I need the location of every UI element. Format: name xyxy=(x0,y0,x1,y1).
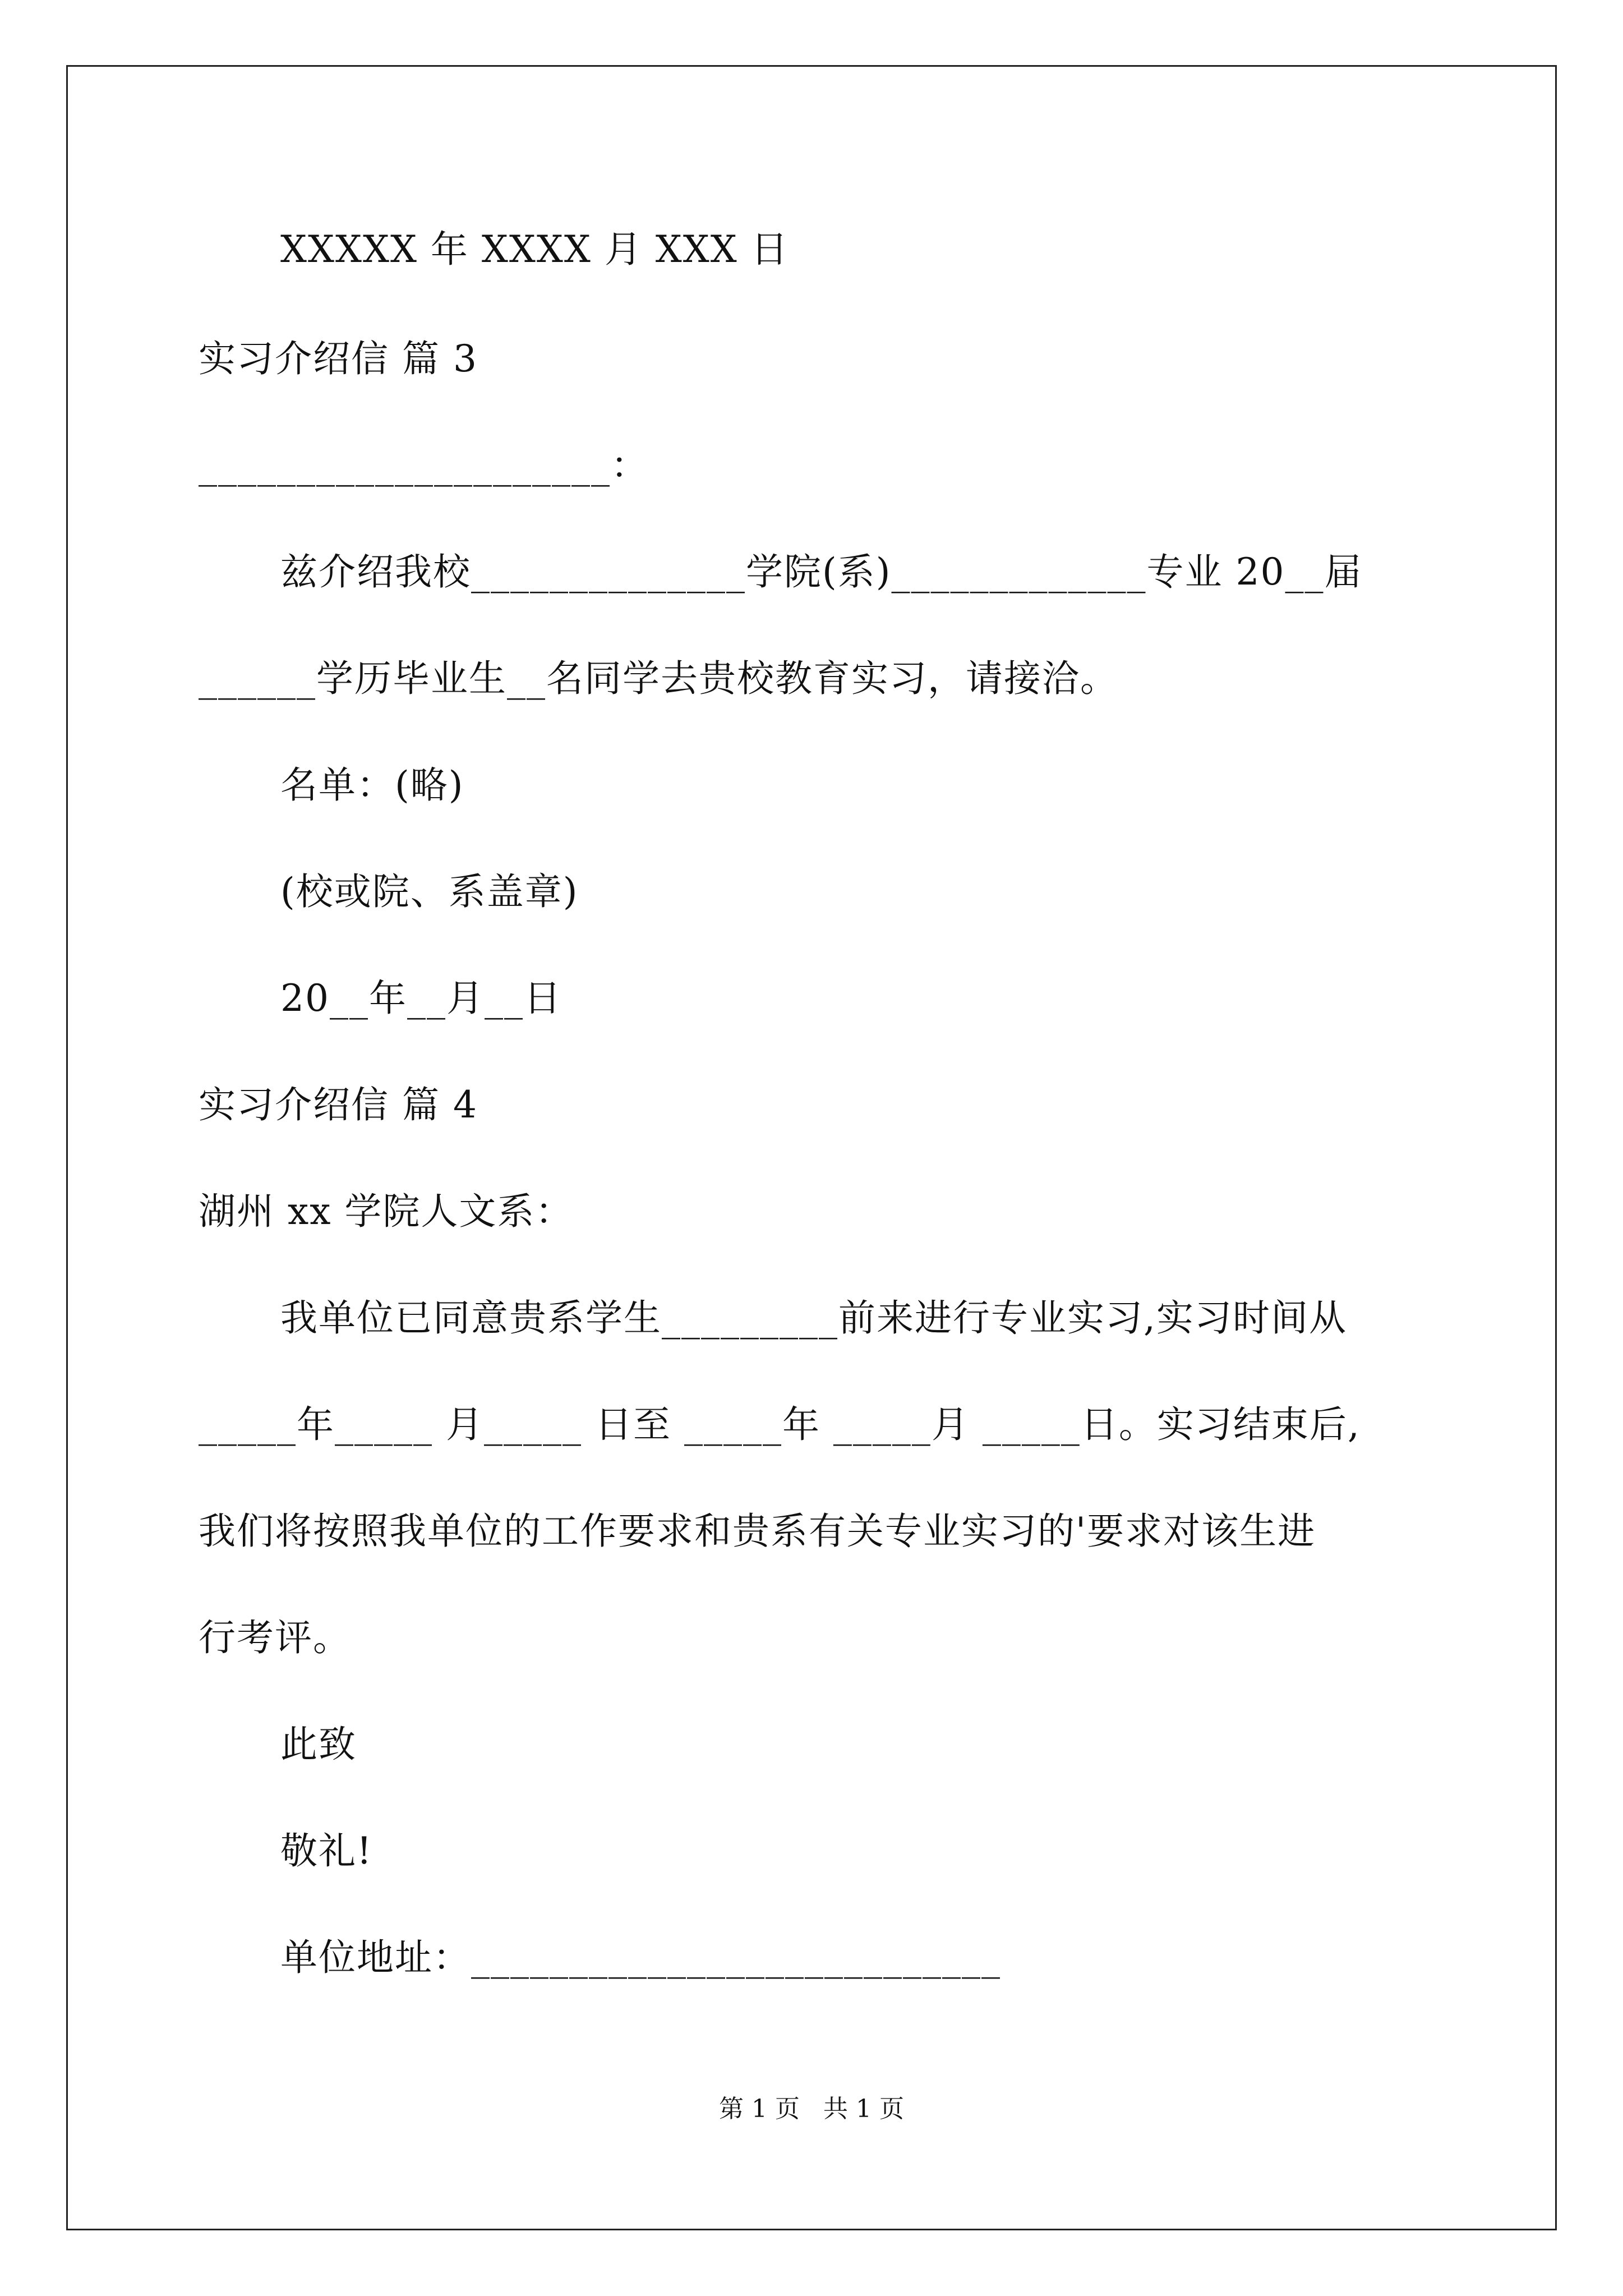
body-paragraph-line: ______学历毕业生__名同学去贵校教育实习，请接洽。 xyxy=(199,657,1118,700)
recipient-line: 湖州 xx 学院人文系： xyxy=(199,1190,574,1233)
section-heading-4: 实习介绍信 篇 4 xyxy=(199,1083,478,1126)
body-paragraph-line: _____年_____ 月_____ 日至 _____年 _____月 _____日。实习结束后, xyxy=(199,1403,1361,1446)
regards-line: 敬礼! xyxy=(280,1829,373,1872)
page-border xyxy=(66,65,1557,2230)
blank-date-line: 20__年__月__日 xyxy=(280,977,562,1020)
section-heading-3: 实习介绍信 篇 3 xyxy=(199,337,478,380)
name-list-line: 名单：(略) xyxy=(280,763,464,807)
salutation-blank: _____________________： xyxy=(199,444,649,487)
address-line: 单位地址：___________________________ xyxy=(280,1936,1001,1979)
body-paragraph-line: 兹介绍我校______________学院(系)_____________专业 20__届 xyxy=(280,550,1363,593)
body-paragraph-line: 我单位已同意贵系学生_________前来进行专业实习,实习时间从 xyxy=(280,1296,1347,1340)
page-number-footer: 第 1 页 共 1 页 xyxy=(719,2095,904,2123)
body-paragraph-line: 我们将按照我单位的工作要求和贵系有关专业实习的'要求对该生进 xyxy=(199,1510,1316,1553)
closing-line: 此致 xyxy=(280,1723,357,1766)
seal-note: (校或院、系盖章) xyxy=(280,870,579,913)
date-line: XXXXX 年 XXXX 月 XXX 日 xyxy=(280,228,789,271)
body-paragraph-line: 行考评。 xyxy=(199,1616,351,1659)
